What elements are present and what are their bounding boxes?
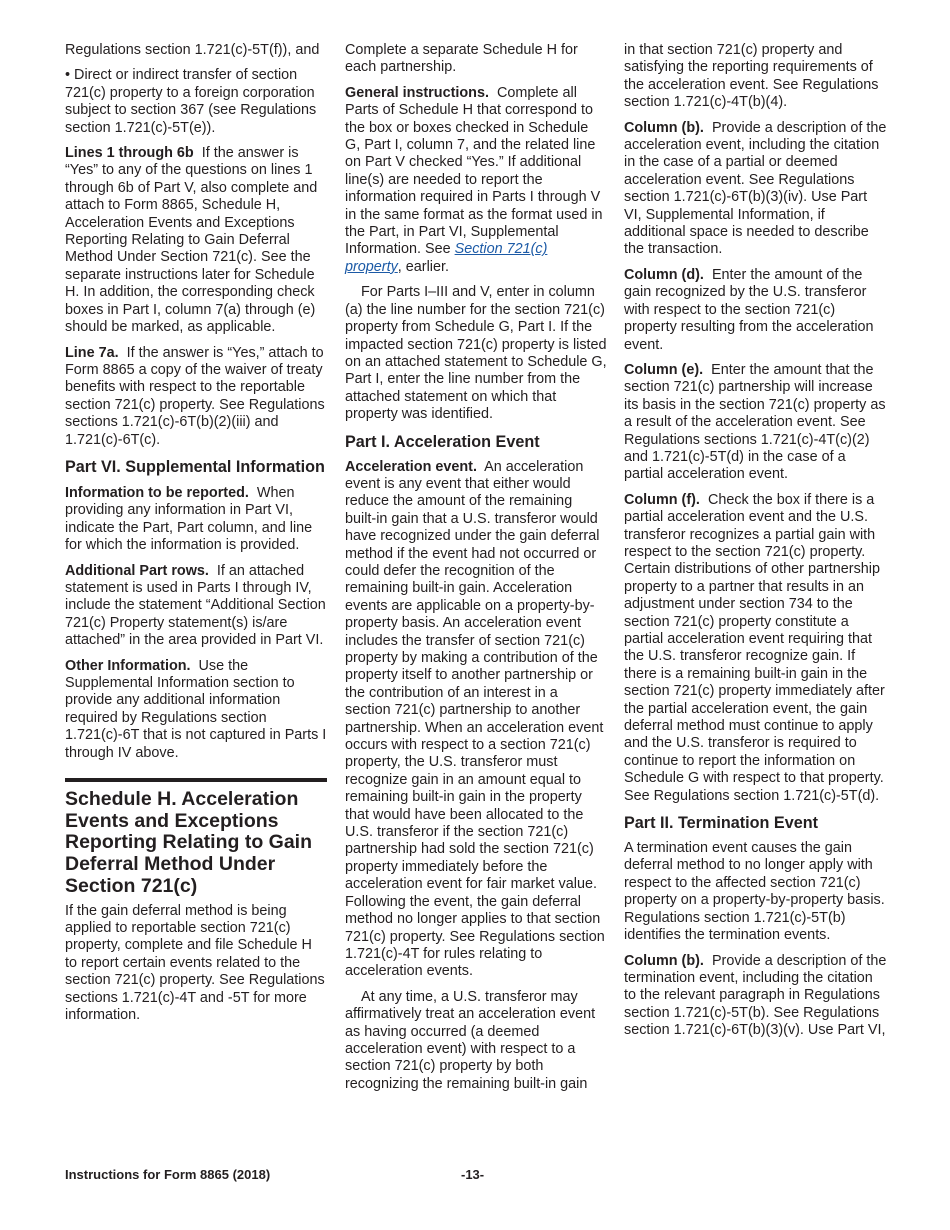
paragraph-line-7a: Line 7a. If the answer is “Yes,” attach to Form 8865 a copy of the waiver of treaty benefits with respect to the reportable section 721(c) property. See Regulations sections 1.721(c)-6T(b)(2)(iii) and 1.721(c)-6T(c). — [65, 344, 325, 448]
paragraph-column-b: Column (b). Provide a description of the acceleration event, including the citation in the case of a partial or deemed acceleration event. See Regulations section 1.721(c)-6T(b)(3)(iv). Use Part VI, Supplemental Information, if additional space is needed to describe the transaction. — [624, 119, 887, 258]
paragraph-column-b-termination: Column (b). Provide a description of the termination event, including the citation to the relevant paragraph in Regulations section 1.721(c)-5T(b). See Regulations section 1.721(c)-6T(b)(3)(v). Use Part VI, — [624, 952, 887, 1039]
paragraph-column-f: Column (f). Check the box if there is a partial acceleration event and the U.S. transferor recognizes a partial gain with respect to the section 721(c) property. Certain distributions of other partnership property to a partner that results in an adjustment under section 734 to the section 721(c) property constitute a partial acceleration event requiring that the U.S. transferor recognize gain. If there is a remaining built-in gain in the section 721(c) property immediately after the partial acceleration event, the gain deferral method must continue to apply and the U.S. transferor is required to continue to report the information on Schedule G with respect to that property. See Regulations section 1.721(c)-5T(d). — [624, 491, 885, 804]
paragraph: Regulations section 1.721(c)-5T(f)), and — [65, 42, 320, 58]
paragraph-parts: For Parts I–III and V, enter in column (a) the line number for the section 721(c) property from Schedule G, Part I. If the impacted section 721(c) property is listed on an attached statement to Schedule G, Part I, enter the line number from the attached statement on which that property was identified. — [345, 284, 607, 423]
paragraph: Complete a separate Schedule H for each partnership. — [345, 42, 578, 76]
column-3 — [624, 42, 888, 1048]
paragraph-any-time: At any time, a U.S. transferor may affirmatively treat an acceleration event as having occurred (a deemed acceleration event) with respect to a section 721(c) property by both recognizing the remaining built-in gain — [345, 988, 596, 1092]
paragraph-general-instructions: General instructions. Complete all Parts of Schedule H that correspond to the box or boxes checked in Schedule G, Part I, column 7, and the related line on Part V checked “Yes.” If additional line(s) are needed to report the information required in Parts I through V in the same format as the format used in the Part, in Part VI, Supplemental Information. See Section 721(c) property, earlier. — [345, 84, 603, 275]
schedule-h-heading: Schedule H. Acceleration Events and Exceptions Reporting Relating to Gain Deferral Method Under Section 721(c) — [65, 788, 312, 897]
section-divider — [65, 778, 327, 782]
part-vi-heading: Part VI. Supplemental Information — [65, 457, 325, 476]
paragraph-acceleration-event: Acceleration event. An acceleration event is any event that either would reduce the amount of the remaining built-in gain that a U.S. transferor would have recognized under the gain deferral method if the event had not occurred or could defer the recognition of the remaining built-in gain. Acceleration events are applicable on a property-by-property basis. An acceleration event includes the transfer of section 721(c) property by making a contribution of the property itself to another partnership or the contribution of an interest in a section 721(c) partnership to another partnership. When an acceleration event occurs with respect to a section 721(c) property, the U.S. transferor must recognize gain in an amount equal to remaining built-in gain in the property that would have been allocated to the U.S. transferor if the section 721(c) partnership had sold the section 721(c) property immediately before the acceleration event for fair market value. Following the event, the gain deferral method no longer applies to that section 721(c) property. See Regulations section 1.721(c)-4T for rules relating to acceleration events. — [345, 458, 605, 980]
page-number: -13- — [461, 1167, 485, 1182]
paragraph-termination: A termination event causes the gain deferral method to no longer apply with respect to the affected section 721(c) property on a property-by-property basis. Regulations section 1.721(c)-5T(b) identifies the termination events. — [624, 840, 885, 944]
paragraph-other-info: Other Information. Use the Supplemental Information section to provide any additional information required by Regulations section 1.721(c)-6T that is not captured in Parts I through IV above. — [65, 657, 327, 761]
paragraph-column-e: Column (e). Enter the amount that the section 721(c) partnership will increase its basis in the section 721(c) property as a result of the acceleration event. See Regulations sections 1.721(c)-4T(c)(2) and 1.721(c)-5T(d) in the case of a partial acceleration event. — [624, 361, 886, 483]
bullet-item: • Direct or indirect transfer of section 721(c) property to a foreign corporation subject to section 367 (see Regulations section 1.721(c)-5T(e)). — [65, 67, 317, 136]
paragraph-column-d: Column (d). Enter the amount of the gain recognized by the U.S. transferor with respect to the section 721(c) property resulting from the acceleration event. — [624, 266, 874, 353]
part-i-heading: Part I. Acceleration Event — [345, 432, 540, 451]
section-721c-property-link[interactable]: Section 721(c) property — [345, 241, 548, 275]
paragraph: in that section 721(c) property and satisfying the reporting requirements of the acceleration event. See Regulations section 1.721(c)-4T(b)(4). — [624, 42, 879, 111]
paragraph-schedule-h: If the gain deferral method is being applied to reportable section 721(c) property, complete and file Schedule H to report certain events related to the section 721(c) property. See Regulations sections 1.721(c)-4T and -5T for more information. — [65, 902, 325, 1023]
bullet-icon: • — [65, 67, 71, 84]
paragraph-additional-rows: Additional Part rows. If an attached statement is used in Parts I through IV, include the statement “Additional Section 721(c) Property statement(s) is/are attached” in the area provided in Part VI. — [65, 562, 326, 649]
column-1 — [65, 42, 327, 1032]
footer-form-title: Instructions for Form 8865 (2018) — [65, 1167, 271, 1182]
part-ii-heading: Part II. Termination Event — [624, 814, 818, 833]
column-2 — [345, 42, 607, 1101]
paragraph-info-reported: Information to be reported. When providing any information in Part VI, indicate the Part, Part column, and line for which the information is provided. — [65, 484, 313, 554]
paragraph-lines-1-6b: Lines 1 through 6b If the answer is “Yes” to any of the questions on lines 1 through 6b of Part V, also complete and attach to Form 8865, Schedule H, Acceleration Events and Exceptions Reporting Relating to Gain Deferral Method Under Section 721(c). See the separate instructions later for Schedule H. In addition, the corresponding check boxes in Part I, column 7(a) through (e) should be marked, as applicable. — [65, 145, 318, 336]
